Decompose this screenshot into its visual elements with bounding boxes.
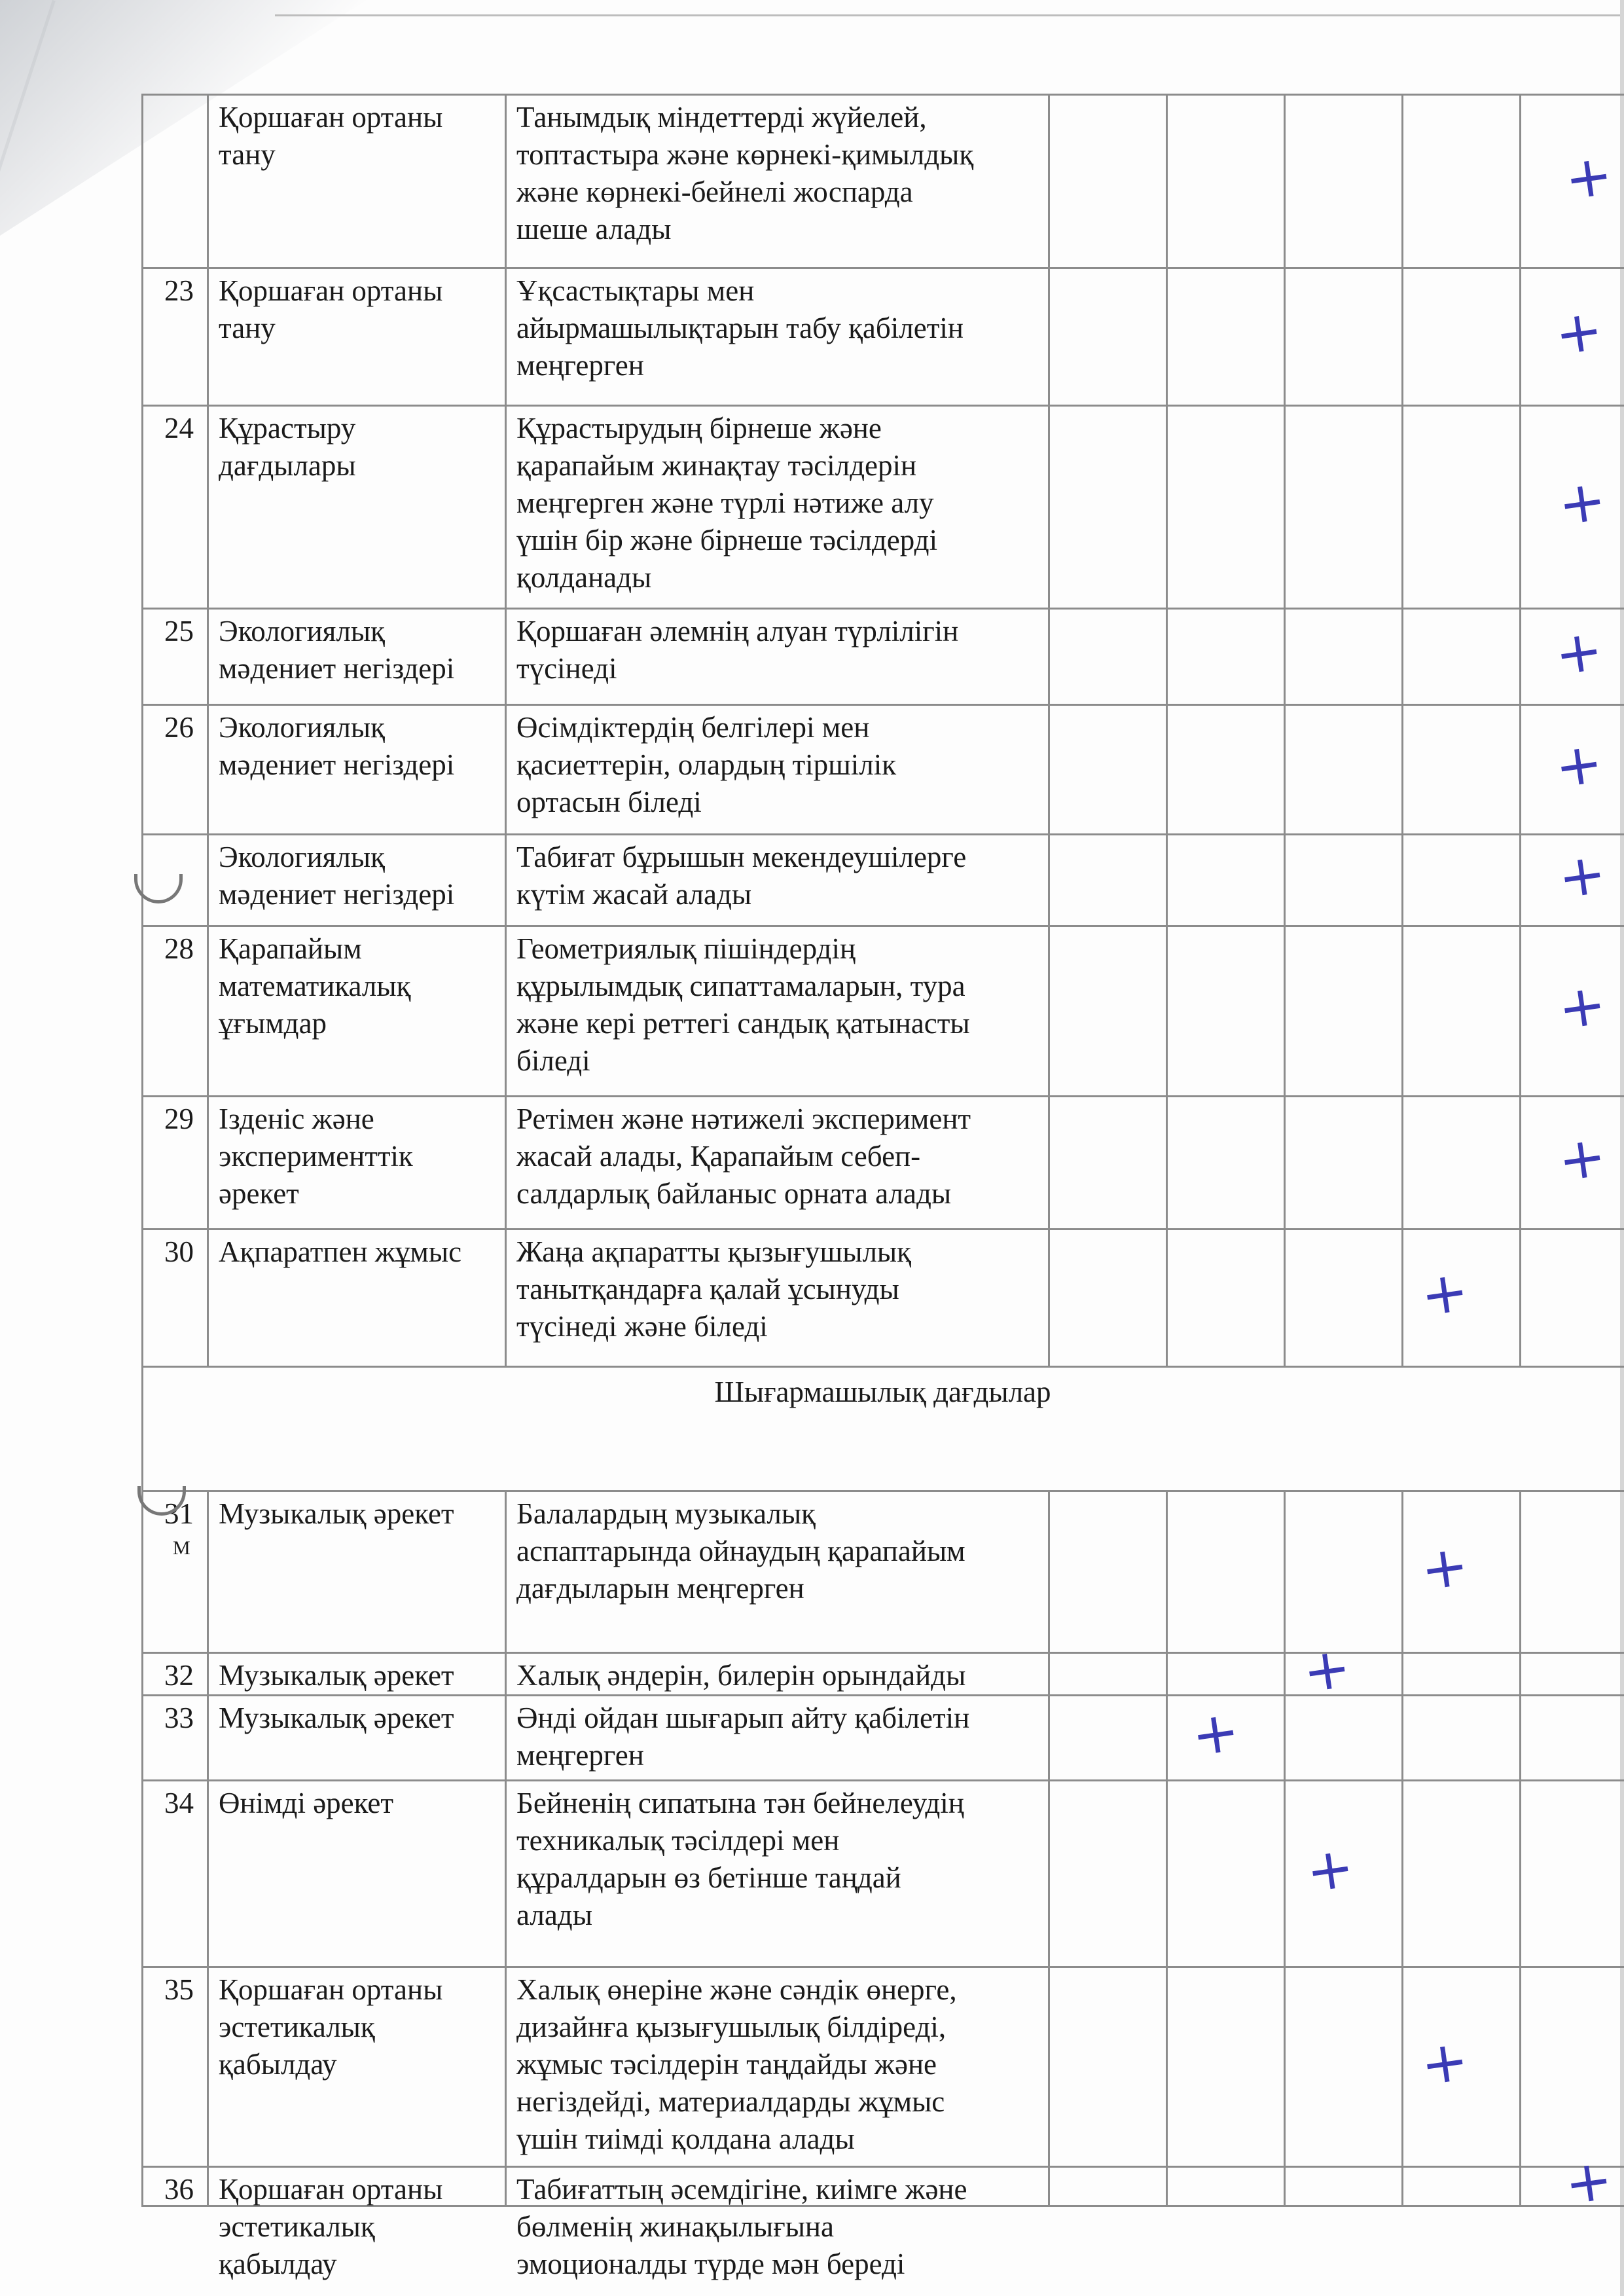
column-border <box>207 1228 209 1366</box>
development-area: Қоршаған ортаны <box>219 274 443 307</box>
development-area: мәдениет негіздері <box>219 878 455 911</box>
skill-description: эмоционалды түрде мән береді <box>516 2248 905 2280</box>
assessment-table <box>141 94 1624 2280</box>
development-area: қабылдау <box>219 2048 337 2081</box>
column-border <box>505 94 507 267</box>
handwritten-plus-mark: + <box>1561 2146 1617 2218</box>
column-border <box>1048 833 1050 925</box>
row-number: 36 <box>164 2173 194 2206</box>
column-border <box>1401 405 1403 608</box>
skill-description: Халық әндерін, билерін орындайды <box>516 1659 966 1692</box>
skill-description: жасай алады, Қарапайым себеп- <box>516 1140 921 1173</box>
column-border <box>207 833 209 925</box>
row-number-fragment: М <box>173 1537 190 1559</box>
row-number: 23 <box>164 274 194 307</box>
column-border <box>1284 1779 1286 1966</box>
column-border <box>1048 704 1050 833</box>
skill-description: Бейненің сипатына тән бейнелеудің <box>516 1787 964 1819</box>
skill-description: Табиғат бұрышын мекендеушілерге <box>516 841 967 873</box>
column-border <box>1048 608 1050 704</box>
column-border <box>1519 833 1521 925</box>
column-border <box>207 608 209 704</box>
handwritten-plus-mark: + <box>1551 297 1607 369</box>
handwritten-plus-mark: + <box>1554 1122 1610 1195</box>
column-border <box>1519 1095 1521 1228</box>
column-border <box>1166 833 1168 925</box>
skill-description: бөлменің жинақылығына <box>516 2210 834 2243</box>
development-area: Экологиялық <box>219 841 385 873</box>
skill-description: үшін тиімді қолдана алады <box>516 2123 855 2155</box>
column-border <box>1401 1652 1403 1694</box>
development-area: Музыкалық әрекет <box>219 1497 454 1530</box>
skill-description: аспаптарында ойнаудың қарапайым <box>516 1535 965 1567</box>
development-area: Өнімді әрекет <box>219 1787 394 1819</box>
development-area: Ізденіс және <box>219 1102 374 1135</box>
column-border <box>505 1966 507 2166</box>
row-number: 31 <box>164 1497 194 1530</box>
column-border <box>207 1694 209 1779</box>
skill-description: алады <box>516 1899 592 1931</box>
column-border <box>1401 833 1403 925</box>
column-border <box>1284 1652 1286 1694</box>
development-area: Құрастыру <box>219 412 356 445</box>
handwritten-plus-mark: + <box>1554 971 1610 1043</box>
skill-description: меңгерген және түрлі нәтиже алу <box>516 486 934 519</box>
row-number: 32 <box>164 1659 194 1692</box>
column-border <box>505 405 507 608</box>
handwritten-plus-mark: + <box>1561 141 1617 213</box>
column-border <box>1284 1228 1286 1366</box>
skill-description: Құрастырудың бірнеше және <box>516 412 882 445</box>
handwritten-plus-mark: + <box>1551 729 1607 801</box>
skill-description: ортасын біледі <box>516 786 702 818</box>
column-border <box>207 267 209 405</box>
skill-description: түсінеді және біледі <box>516 1310 768 1343</box>
column-border <box>1048 1966 1050 2166</box>
development-area: дағдылары <box>219 449 356 482</box>
skill-description: Әнді ойдан шығарып айту қабілетін <box>516 1702 970 1734</box>
column-border <box>505 1490 507 1652</box>
skill-description: қасиеттерін, олардың тіршілік <box>516 748 897 781</box>
skill-description: Өсімдіктердің белгілері мен <box>516 711 870 744</box>
column-border <box>1284 1694 1286 1779</box>
column-border <box>1048 1095 1050 1228</box>
row-number: 29 <box>164 1102 194 1135</box>
column-border <box>207 1966 209 2166</box>
skill-description: негіздейді, материалдарды жұмыс <box>516 2085 945 2118</box>
column-border <box>1284 1095 1286 1228</box>
handwritten-plus-mark: + <box>1554 467 1610 539</box>
column-border <box>1166 1228 1168 1366</box>
skill-description: шеше алады <box>516 213 672 246</box>
column-border <box>1519 94 1521 267</box>
handwritten-plus-mark: + <box>1416 2026 1473 2099</box>
skill-description: күтім жасай алады <box>516 878 752 911</box>
column-border <box>1284 704 1286 833</box>
column-border <box>1284 608 1286 704</box>
row-number: 24 <box>164 412 194 445</box>
handwritten-plus-mark: + <box>1554 840 1610 912</box>
skill-description: Табиғаттың әсемдігіне, киімге және <box>516 2173 967 2206</box>
skill-description: құралдарын өз бетінше таңдай <box>516 1861 901 1894</box>
handwritten-plus-mark: + <box>1416 1531 1473 1604</box>
column-border <box>1401 1694 1403 1779</box>
column-border <box>1048 1779 1050 1966</box>
skill-description: дағдыларын меңгерген <box>516 1572 804 1605</box>
skill-description: айырмашылықтарын табу қабілетін <box>516 312 964 344</box>
development-area: Музыкалық әрекет <box>219 1702 454 1734</box>
column-border <box>1166 1652 1168 1694</box>
column-border <box>1166 704 1168 833</box>
column-border <box>1166 1779 1168 1966</box>
development-area: Экологиялық <box>219 615 385 647</box>
section-title: Шығармашылық дағдылар <box>714 1376 1051 1408</box>
handwritten-plus-mark: + <box>1416 1258 1473 1330</box>
column-border <box>1284 405 1286 608</box>
column-border <box>505 1652 507 1694</box>
column-border <box>505 608 507 704</box>
development-area: математикалық <box>219 970 411 1002</box>
column-border <box>505 267 507 405</box>
column-border <box>1284 833 1286 925</box>
column-border <box>1401 1228 1403 1366</box>
development-area: мәдениет негіздері <box>219 748 455 781</box>
column-border <box>505 1694 507 1779</box>
column-border <box>505 1095 507 1228</box>
column-border <box>207 925 209 1095</box>
column-border <box>207 1652 209 1694</box>
skill-description: танытқандарға қалай ұсынуды <box>516 1273 899 1305</box>
skill-description: Қоршаған әлемнің алуан түрлілігін <box>516 615 959 647</box>
column-border <box>1048 94 1050 267</box>
column-border <box>207 405 209 608</box>
development-area: Музыкалық әрекет <box>219 1659 454 1692</box>
row-number: 35 <box>164 1973 194 2006</box>
development-area: тану <box>219 312 276 344</box>
skill-description: салдарлық байланыс орната алады <box>516 1177 952 1210</box>
column-border <box>1401 704 1403 833</box>
column-border <box>1519 608 1521 704</box>
skill-description: техникалық тәсілдері мен <box>516 1824 840 1857</box>
column-border <box>207 1490 209 1652</box>
column-border <box>1166 2166 1168 2205</box>
skill-description: түсінеді <box>516 652 617 685</box>
row-border <box>141 1366 1624 1368</box>
development-area: қабылдау <box>219 2248 337 2280</box>
skill-description: үшін бір және бірнеше тәсілдерді <box>516 524 938 556</box>
column-border <box>1519 405 1521 608</box>
handwritten-plus-mark: + <box>1551 616 1607 689</box>
column-border <box>1166 267 1168 405</box>
column-border <box>505 704 507 833</box>
column-border <box>505 833 507 925</box>
row-number: 26 <box>164 711 194 744</box>
skill-description: топтастыра және көрнекі-қимылдық <box>516 138 974 171</box>
column-border <box>1166 94 1168 267</box>
column-border <box>1166 1694 1168 1779</box>
column-border <box>1048 1652 1050 1694</box>
skill-description: Жаңа ақпаратты қызығушылық <box>516 1235 911 1268</box>
column-border <box>1048 2166 1050 2205</box>
handwritten-plus-mark: + <box>1302 1833 1358 1906</box>
column-border <box>1048 1228 1050 1366</box>
column-border <box>1166 405 1168 608</box>
handwritten-plus-mark: + <box>1299 1633 1355 1706</box>
column-border <box>1166 1490 1168 1652</box>
column-border <box>1284 925 1286 1095</box>
development-area: Қоршаған ортаны <box>219 1973 443 2006</box>
column-border <box>207 94 209 267</box>
column-border <box>1401 94 1403 267</box>
handwritten-plus-mark: + <box>1187 1698 1244 1770</box>
row-number: 25 <box>164 615 194 647</box>
column-border <box>1519 1490 1521 1652</box>
column-border <box>1401 925 1403 1095</box>
scan-top-edge <box>275 14 1624 16</box>
column-border <box>1048 925 1050 1095</box>
column-border <box>505 2166 507 2205</box>
column-border <box>207 1779 209 1966</box>
column-border <box>1166 1966 1168 2166</box>
column-border <box>1048 1490 1050 1652</box>
column-border <box>1519 1652 1521 1694</box>
column-border <box>1401 608 1403 704</box>
column-border <box>1401 2166 1403 2205</box>
development-area: Ақпаратпен жұмыс <box>219 1235 462 1268</box>
skill-description: меңгерген <box>516 349 644 382</box>
development-area: әрекет <box>219 1177 299 1210</box>
skill-description: қарапайым жинақтау тәсілдерін <box>516 449 917 482</box>
column-border <box>1519 925 1521 1095</box>
column-border <box>1519 2166 1521 2205</box>
row-number: 34 <box>164 1787 194 1819</box>
column-border <box>505 1228 507 1366</box>
column-border <box>1519 1779 1521 1966</box>
development-area: эксперименттік <box>219 1140 413 1173</box>
development-area: Экологиялық <box>219 711 385 744</box>
skill-description: меңгерген <box>516 1739 644 1772</box>
column-border <box>1284 1490 1286 1652</box>
column-border <box>505 1779 507 1966</box>
column-border <box>1048 1694 1050 1779</box>
development-area: Қарапайым <box>219 932 362 965</box>
skill-description: Танымдық міндеттерді жүйелей, <box>516 101 927 134</box>
column-border <box>1401 267 1403 405</box>
skill-description: және көрнекі-бейнелі жоспарда <box>516 175 913 208</box>
column-border <box>1519 1694 1521 1779</box>
skill-description: Геометриялық пішіндердің <box>516 932 856 965</box>
development-area: мәдениет негіздері <box>219 652 455 685</box>
column-border <box>207 1095 209 1228</box>
skill-description: Ұқсастықтары мен <box>516 274 755 307</box>
row-number: 33 <box>164 1702 194 1734</box>
column-border <box>1166 1095 1168 1228</box>
column-border <box>1401 1490 1403 1652</box>
column-border <box>1401 1095 1403 1228</box>
column-border <box>1166 608 1168 704</box>
column-border <box>1519 704 1521 833</box>
skill-description: қолданады <box>516 561 652 594</box>
skill-description: жұмыс тәсілдерін таңдайды және <box>516 2048 937 2081</box>
skill-description: және кері реттегі сандық қатынасты <box>516 1007 970 1040</box>
skill-description: біледі <box>516 1044 590 1077</box>
skill-description: Ретімен және нәтижелі эксперимент <box>516 1102 971 1135</box>
column-border <box>1166 925 1168 1095</box>
column-border <box>141 94 143 267</box>
column-border <box>1519 1966 1521 2166</box>
column-border <box>1519 267 1521 405</box>
column-border <box>1284 267 1286 405</box>
development-area: тану <box>219 138 276 171</box>
column-border <box>1401 1966 1403 2166</box>
column-border <box>207 704 209 833</box>
column-border <box>1284 94 1286 267</box>
skill-description: құрылымдық сипаттамаларын, тура <box>516 970 965 1002</box>
row-number: 28 <box>164 932 194 965</box>
column-border <box>1519 1228 1521 1366</box>
development-area: ұғымдар <box>219 1007 327 1040</box>
skill-description: дизайнға қызығушылық білдіреді, <box>516 2011 947 2043</box>
development-area: Қоршаған ортаны <box>219 101 443 134</box>
column-border <box>207 2166 209 2205</box>
column-border <box>1284 2166 1286 2205</box>
development-area: Қоршаған ортаны <box>219 2173 443 2206</box>
column-border <box>1048 405 1050 608</box>
development-area: эстетикалық <box>219 2210 375 2243</box>
development-area: эстетикалық <box>219 2011 375 2043</box>
column-border <box>505 925 507 1095</box>
skill-description: Халық өнеріне және сәндік өнерге, <box>516 1973 957 2006</box>
row-number: 30 <box>164 1235 194 1268</box>
skill-description: Балалардың музыкалық <box>516 1497 816 1530</box>
column-border <box>1048 267 1050 405</box>
column-border <box>1284 1966 1286 2166</box>
column-border <box>1401 1779 1403 1966</box>
